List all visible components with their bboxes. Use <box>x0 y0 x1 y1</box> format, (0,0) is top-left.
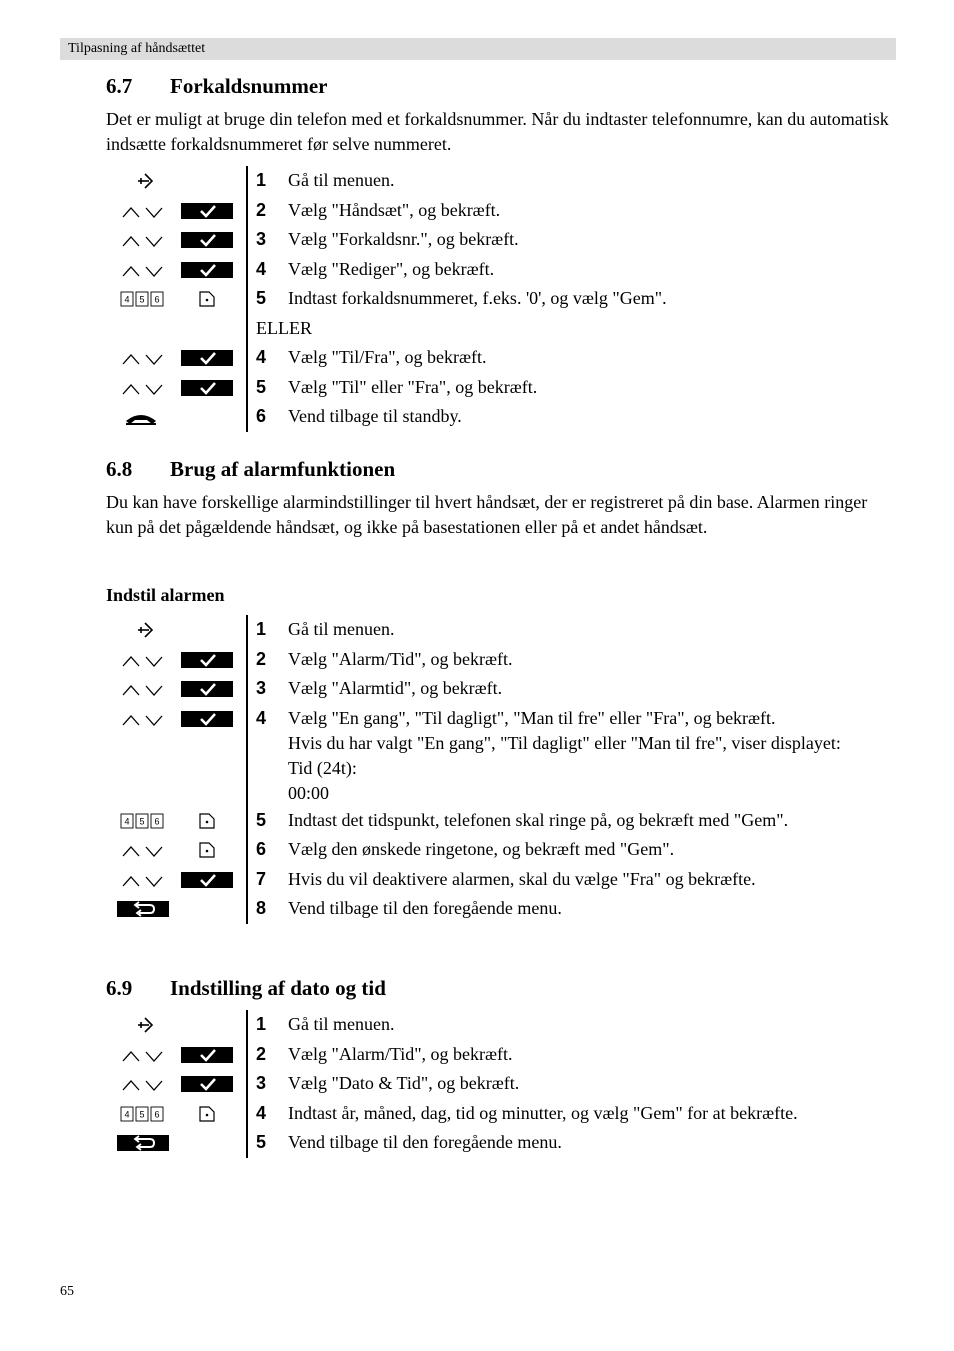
step-text: Vælg "Rediger", og bekræft. <box>288 258 495 279</box>
navigation-arrows-icon <box>122 352 164 366</box>
section-intro: Du kan have forskellige alarmindstillinger til hvert håndsæt, der er registreret på din base. Alarmen ringer kun på det pågældende håndsæt, og ikke på basestationen eller på et andet håndsæt. <box>106 492 868 537</box>
step-text: Vælg "Håndsæt", og bekræft. <box>288 199 501 220</box>
step-text: Vælg "Forkaldsnr.", og bekræft. <box>288 229 519 249</box>
step-row <box>106 894 896 924</box>
step-number: 3 <box>256 1073 267 1093</box>
step-row <box>106 1069 896 1099</box>
step-row <box>106 865 896 895</box>
step-text: Gå til menuen. <box>288 170 395 190</box>
step-text: Vælg "Dato & Tid", og bekræft. <box>288 1073 520 1093</box>
section-title: Indstilling af dato og tid <box>170 976 386 1000</box>
keypad-icon <box>120 813 166 829</box>
section-number: 6.7 <box>106 74 133 98</box>
step-text: Vælg "Alarm/Tid", og bekræft. <box>288 648 513 669</box>
section-6-8 <box>106 454 896 540</box>
step-number: 5 <box>256 288 267 308</box>
step-text: Indtast det tidspunkt, telefonen skal ringe på, og bekræft med "Gem". <box>288 809 789 830</box>
softkey-icon <box>199 813 215 829</box>
ok-softkey-icon <box>181 203 233 219</box>
ok-softkey-icon <box>181 350 233 366</box>
section-number: 6.9 <box>106 976 133 1000</box>
ok-softkey-icon <box>181 681 233 697</box>
step-row <box>106 402 896 432</box>
step-number: 2 <box>256 199 267 220</box>
step-number: 1 <box>256 619 267 639</box>
eller-label: ELLER <box>256 317 312 338</box>
step-number: 7 <box>256 868 267 889</box>
step-number: 6 <box>256 406 267 426</box>
step-row <box>106 674 896 704</box>
step-text: Vend tilbage til den foregående menu. <box>288 898 562 918</box>
menu-key-icon <box>136 621 154 639</box>
step-row <box>106 1010 896 1040</box>
softkey-icon <box>199 291 215 307</box>
hang-up-icon <box>124 410 158 426</box>
step-row <box>106 1128 896 1158</box>
step-number: 3 <box>256 229 267 249</box>
ok-softkey-icon <box>181 1076 233 1092</box>
navigation-arrows-icon <box>122 234 164 248</box>
back-softkey-icon <box>117 901 169 917</box>
step-text: Indtast år, måned, dag, tid og minutter, og vælg "Gem" for at bekræfte. <box>288 1102 798 1123</box>
navigation-arrows-icon <box>122 683 164 697</box>
section-title: Brug af alarmfunktionen <box>170 457 396 481</box>
navigation-arrows-icon <box>122 1078 164 1092</box>
ok-softkey-icon <box>181 262 233 278</box>
ok-softkey-icon <box>181 380 233 396</box>
menu-key-icon <box>136 1016 154 1034</box>
step-number: 2 <box>256 648 267 669</box>
step-text: Vælg "Til" eller "Fra", og bekræft. <box>288 376 538 397</box>
steps-6-8 <box>106 615 896 924</box>
navigation-arrows-icon <box>122 1049 164 1063</box>
keypad-icon <box>120 1106 166 1122</box>
step-number: 3 <box>256 678 267 698</box>
step-number: 4 <box>256 707 267 728</box>
step-number: 5 <box>256 376 267 397</box>
step-row <box>106 615 896 645</box>
ok-softkey-icon <box>181 1047 233 1063</box>
navigation-arrows-icon <box>122 205 164 219</box>
step-row <box>106 835 896 865</box>
step-text: Vælg "Alarm/Tid", og bekræft. <box>288 1043 513 1064</box>
navigation-arrows-icon <box>122 713 164 727</box>
step-number: 4 <box>256 347 267 367</box>
navigation-arrows-icon <box>122 264 164 278</box>
keypad-icon <box>120 291 166 307</box>
step-row <box>106 1099 896 1129</box>
step-number: 5 <box>256 1132 267 1152</box>
step-number: 4 <box>256 1102 267 1123</box>
back-softkey-icon <box>117 1135 169 1151</box>
ok-softkey-icon <box>181 711 233 727</box>
step-text: Vend tilbage til standby. <box>288 406 462 426</box>
step-number: 4 <box>256 258 267 279</box>
section-title: Forkaldsnummer <box>170 74 328 98</box>
step-text: Indtast forkaldsnummeret, f.eks. '0', og vælg "Gem". <box>288 288 667 308</box>
keypad-key-label: 4 <box>124 816 130 826</box>
steps-6-9 <box>106 1010 896 1158</box>
step-number: 5 <box>256 809 267 830</box>
running-header <box>60 38 896 60</box>
step-text: Gå til menuen. <box>288 1014 395 1034</box>
keypad-key-label: 4 <box>124 1109 130 1119</box>
step-text: Vælg "En gang", "Til dagligt", "Man til fre" eller "Fra", og bekræft. <box>288 707 776 728</box>
step-text: Vælg "Til/Fra", og bekræft. <box>288 347 487 367</box>
step-text: Gå til menuen. <box>288 619 395 639</box>
section-6-9 <box>106 973 896 1003</box>
step-text: Vælg "Alarmtid", og bekræft. <box>288 678 503 698</box>
navigation-arrows-icon <box>122 654 164 668</box>
step-row <box>106 225 896 255</box>
step-row <box>106 255 896 285</box>
step-row <box>106 704 896 806</box>
navigation-arrows-icon <box>122 874 164 888</box>
step-row <box>106 166 896 196</box>
keypad-key-label: 6 <box>154 1109 160 1119</box>
navigation-arrows-icon <box>122 382 164 396</box>
section-heading <box>106 71 896 101</box>
softkey-icon <box>199 842 215 858</box>
keypad-key-label: 6 <box>154 294 160 305</box>
step-text: Hvis du vil deaktivere alarmen, skal du vælge "Fra" og bekræfte. <box>288 868 756 889</box>
running-header-title: Tilpasning af håndsættet <box>68 41 206 56</box>
section-intro: Det er muligt at bruge din telefon med et forkaldsnummer. Når du indtaster telefonnumre, kan du automatisk indsætte forkaldsnummeret før selve nummeret. <box>106 109 889 154</box>
step-number: 6 <box>256 839 267 859</box>
section-heading <box>106 973 896 1003</box>
page-number: 65 <box>60 1284 74 1299</box>
subheading: Indstil alarmen <box>106 585 225 605</box>
step-number: 8 <box>256 898 267 918</box>
step-number: 1 <box>256 1014 267 1034</box>
ok-softkey-icon <box>181 232 233 248</box>
navigation-arrows-icon <box>122 844 164 858</box>
step-row <box>106 343 896 373</box>
step-number: 2 <box>256 1043 267 1064</box>
step-row <box>106 373 896 403</box>
keypad-key-label: 5 <box>139 816 145 826</box>
section-6-7 <box>106 71 896 157</box>
steps-6-7 <box>106 166 896 432</box>
menu-key-icon <box>136 172 154 190</box>
display-label: Tid (24t): <box>288 757 357 778</box>
step-row <box>106 284 896 314</box>
step-text: Vend tilbage til den foregående menu. <box>288 1132 562 1152</box>
step-row <box>106 645 896 675</box>
step-row-eller <box>106 314 896 344</box>
subsection-indstil-alarmen <box>106 583 896 607</box>
step-row <box>106 196 896 226</box>
keypad-key-label: 4 <box>124 294 130 305</box>
ok-softkey-icon <box>181 872 233 888</box>
display-value: 00:00 <box>288 782 330 803</box>
softkey-icon <box>199 1106 215 1122</box>
keypad-key-label: 5 <box>139 1109 145 1119</box>
keypad-key-label: 5 <box>139 294 145 305</box>
step-row <box>106 1040 896 1070</box>
keypad-key-label: 6 <box>154 816 160 826</box>
section-number: 6.8 <box>106 457 133 481</box>
section-heading <box>106 454 896 484</box>
step-text: Vælg den ønskede ringetone, og bekræft med "Gem". <box>288 839 675 859</box>
step-number: 1 <box>256 170 267 190</box>
step-text-block <box>288 704 896 806</box>
step-row <box>106 806 896 836</box>
ok-softkey-icon <box>181 652 233 668</box>
step-note: Hvis du har valgt "En gang", "Til dagligt" eller "Man til fre", viser displayet: <box>288 732 841 753</box>
